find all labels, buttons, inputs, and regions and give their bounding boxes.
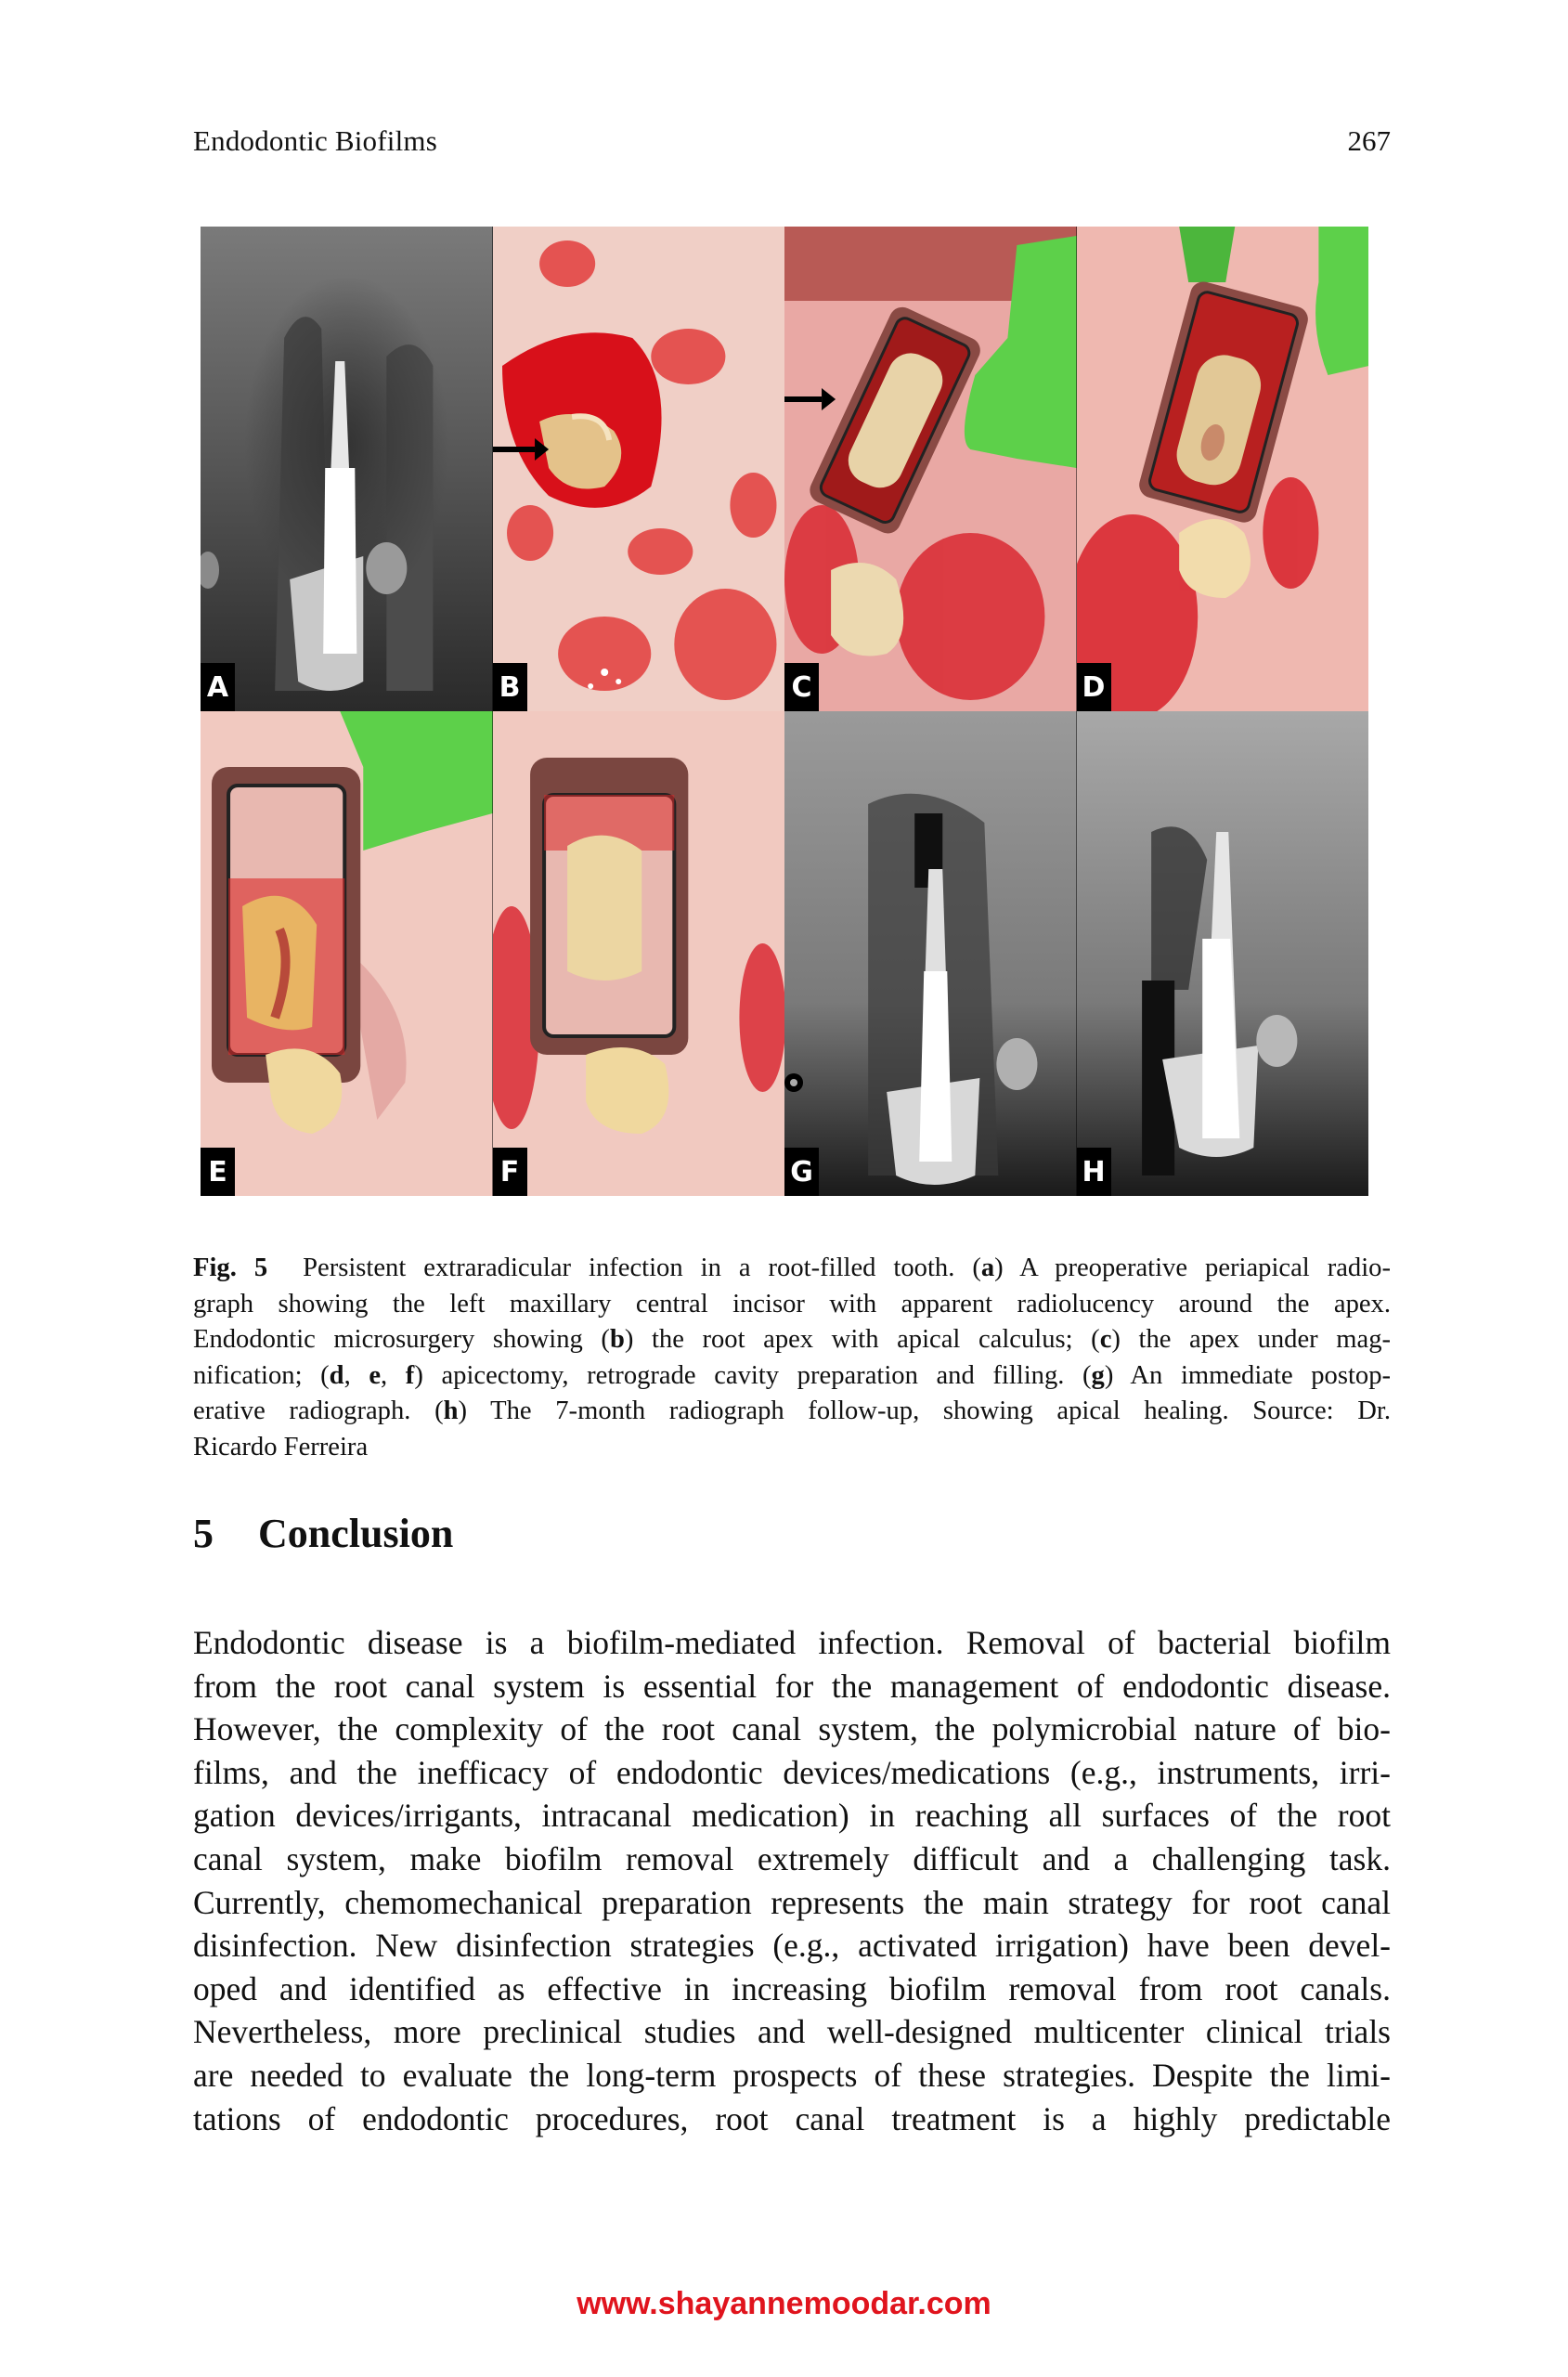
section-number: 5 bbox=[193, 1511, 214, 1556]
panel-label: B bbox=[493, 663, 527, 711]
body-line: canal system, make biofilm removal extremely difficult and a challenging task. bbox=[193, 1839, 1391, 1877]
surgical-photo bbox=[493, 227, 785, 711]
body-line: Nevertheless, more preclinical studies and well-designed multicenter clinical trials bbox=[193, 2013, 1391, 2051]
caption-text-run: graph showing the left maxillary central incisor with apparent radiolucency around the apex. bbox=[193, 1289, 1391, 1318]
body-line: disinfection. New disinfection strategies (e.g., activated irrigation) have been devel- bbox=[193, 1927, 1391, 1965]
panel-label: C bbox=[784, 663, 819, 711]
caption-text-run: ) A preoperative periapical radio- bbox=[994, 1253, 1391, 1282]
radiograph-image bbox=[784, 711, 1077, 1196]
panel-label: F bbox=[493, 1148, 527, 1196]
caption-line bbox=[193, 1394, 1391, 1430]
body-line: films, and the inefficacy of endodontic devices/medications (e.g., instruments, irri- bbox=[193, 1753, 1391, 1791]
body-line: are needed to evaluate the long-term prospects of these strategies. Despite the limi- bbox=[193, 2056, 1391, 2094]
caption-bold-run: g bbox=[1091, 1360, 1105, 1390]
body-paragraph bbox=[193, 1621, 1391, 2140]
body-line: However, the complexity of the root canal system, the polymicrobial nature of bio- bbox=[193, 1710, 1391, 1748]
figure-panel-b bbox=[493, 227, 785, 711]
caption-text-run: ) the apex under mag- bbox=[1111, 1325, 1392, 1355]
caption-text-run: ) the root apex with apical calculus; ( bbox=[624, 1325, 1100, 1355]
caption-line bbox=[193, 1358, 1391, 1395]
body-line: oped and identified as effective in increasing biofilm removal from root canals. bbox=[193, 1969, 1391, 2007]
caption-line bbox=[193, 1322, 1391, 1358]
figure-panel-h bbox=[1077, 711, 1369, 1196]
caption-bold-run: h bbox=[443, 1396, 459, 1426]
section-heading bbox=[193, 1510, 453, 1557]
body-line: from the root canal system is essential for the management of endodontic disease. bbox=[193, 1667, 1391, 1705]
radiograph-image bbox=[201, 227, 493, 711]
caption-line bbox=[193, 1430, 1391, 1466]
surgical-photo bbox=[201, 711, 493, 1196]
caption-text-run: Endodontic microsurgery showing ( bbox=[193, 1325, 610, 1355]
panel-label: D bbox=[1077, 663, 1111, 711]
figure-panel-f bbox=[493, 711, 785, 1196]
radiograph-image bbox=[1077, 711, 1369, 1196]
figure-panel-e bbox=[201, 711, 493, 1196]
caption-text-run: Ricardo Ferreira bbox=[193, 1432, 369, 1461]
surgical-photo bbox=[784, 227, 1077, 711]
figure-panel-d bbox=[1077, 227, 1369, 711]
panel-label: G bbox=[784, 1148, 819, 1196]
caption-text-run: Persistent extraradicular infection in a root-filled tooth. ( bbox=[267, 1253, 981, 1282]
figure-caption bbox=[193, 1251, 1391, 1466]
caption-text-run: , bbox=[381, 1360, 406, 1390]
body-line: tations of endodontic procedures, root canal treatment is a highly predictable bbox=[193, 2099, 1391, 2137]
figure-panel-c bbox=[784, 227, 1077, 711]
surgical-photo bbox=[1077, 227, 1369, 711]
panel-label: H bbox=[1077, 1148, 1111, 1196]
caption-bold-run: e bbox=[369, 1360, 382, 1390]
figure-5 bbox=[201, 227, 1368, 1196]
panel-label: A bbox=[201, 663, 235, 711]
caption-text-run: ) An immediate postop- bbox=[1104, 1360, 1392, 1390]
caption-bold-run: b bbox=[609, 1325, 625, 1355]
running-head-title: Endodontic Biofilms bbox=[193, 124, 437, 157]
caption-bold-run: f bbox=[405, 1360, 415, 1390]
surgical-photo bbox=[493, 711, 785, 1196]
page-number: 267 bbox=[1347, 124, 1391, 157]
running-head bbox=[193, 124, 1391, 162]
section-title: Conclusion bbox=[258, 1511, 454, 1556]
panel-label: E bbox=[201, 1148, 235, 1196]
caption-text-run: erative radiograph. ( bbox=[193, 1396, 444, 1426]
footer-website-link[interactable]: www.shayannemoodar.com bbox=[577, 2286, 991, 2321]
caption-text-run: , bbox=[343, 1360, 369, 1390]
body-line: gation devices/irrigants, intracanal medication) in reaching all surfaces of the root bbox=[193, 1797, 1391, 1835]
body-line: Endodontic disease is a biofilm-mediated infection. Removal of bacterial biofilm bbox=[193, 1624, 1391, 1661]
caption-bold-run: d bbox=[329, 1360, 344, 1390]
caption-bold-run: Fig. 5 bbox=[193, 1253, 268, 1282]
caption-bold-run: c bbox=[1099, 1325, 1112, 1355]
caption-line bbox=[193, 1287, 1391, 1323]
body-line: Currently, chemomechanical preparation represents the main strategy for root canal bbox=[193, 1883, 1391, 1921]
caption-text-run: nification; ( bbox=[193, 1360, 330, 1390]
figure-panel-g bbox=[784, 711, 1077, 1196]
caption-bold-run: a bbox=[980, 1253, 995, 1282]
caption-text-run: ) apicectomy, retrograde cavity preparation and filling. ( bbox=[414, 1360, 1092, 1390]
caption-text-run: ) The 7-month radiograph follow-up, showing apical healing. Source: Dr. bbox=[458, 1396, 1392, 1426]
caption-line bbox=[193, 1251, 1391, 1287]
figure-panel-a bbox=[201, 227, 493, 711]
